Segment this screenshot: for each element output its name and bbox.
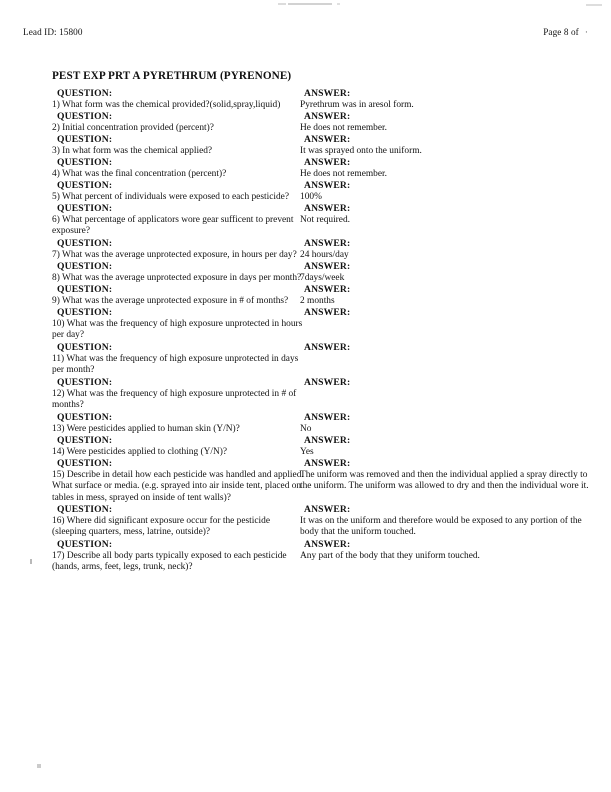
answer-header: ANSWER:: [304, 377, 351, 388]
qa-row: [0, 377, 611, 412]
page-number-trailing-mark: ·: [584, 27, 588, 37]
answer-column: [299, 435, 589, 458]
question-text: 12) What was the frequency of high exposure unprotected in # of months?: [52, 388, 297, 411]
answer-text: It was on the uniform and therefore would be exposed to any portion of the body that the uniform touched.: [300, 515, 582, 538]
page-number-label: [543, 27, 588, 37]
question-text: 15) Describe in detail how each pesticide was handled and applied. What surface or media. (e.g. sprayed into air inside tent, placed on tables in mess, sprayed on inside of tent walls)?: [52, 469, 304, 503]
question-text: 14) Were pesticides applied to clothing (Y/N)?: [52, 446, 228, 457]
qa-row: [0, 134, 611, 157]
qa-row: [0, 504, 611, 539]
question-text: 9) What was the average unprotected exposure in # of months?: [52, 295, 289, 306]
question-text: 13) Were pesticides applied to human skin (Y/N)?: [52, 423, 240, 434]
question-column: [52, 412, 304, 435]
question-column: [52, 180, 304, 203]
question-header: QUESTION:: [57, 157, 113, 168]
qa-row: [0, 203, 611, 238]
answer-text: He does not remember.: [300, 168, 387, 179]
answer-column: [299, 342, 589, 354]
question-text: 10) What was the frequency of high exposure unprotected in hours per day?: [52, 318, 303, 341]
question-text: 17) Describe all body parts typically exposed to each pesticide (hands, arms, feet, legs, trunk, neck)?: [52, 550, 287, 573]
qa-row: [0, 88, 611, 111]
question-header: QUESTION:: [57, 238, 113, 249]
question-header: QUESTION:: [57, 111, 113, 122]
qa-row: [0, 284, 611, 307]
question-text: 1) What form was the chemical provided?(solid,spray,liquid): [52, 99, 281, 110]
answer-column: [299, 412, 589, 435]
answer-header: ANSWER:: [304, 88, 351, 99]
page-header: [0, 27, 611, 43]
question-text: 8) What was the average unprotected exposure in days per month?: [52, 272, 302, 283]
question-header: QUESTION:: [57, 88, 113, 99]
answer-text: No: [300, 423, 312, 434]
question-column: [52, 307, 304, 342]
answer-header: ANSWER:: [304, 504, 351, 515]
answer-text: 24 hours/day: [300, 249, 349, 260]
question-text: 16) Where did significant exposure occur for the pesticide (sleeping quarters, mess, latrine, outside)?: [52, 515, 270, 538]
answer-column: [299, 261, 589, 284]
question-header: QUESTION:: [57, 342, 113, 353]
answer-header: ANSWER:: [304, 180, 351, 191]
answer-column: [299, 504, 589, 539]
question-text: 7) What was the average unprotected exposure, in hours per day?: [52, 249, 297, 260]
qa-row: [0, 307, 611, 342]
answer-text: The uniform was removed and then the individual applied a spray directly to the uniform. The uniform was allowed to dry and then the individual wore it.: [300, 469, 589, 492]
page-title: PEST EXP PRT A PYRETHRUM (PYRENONE): [52, 70, 292, 82]
question-header: QUESTION:: [57, 504, 113, 515]
qa-row: [0, 261, 611, 284]
question-header: QUESTION:: [57, 435, 113, 446]
scan-artifact-top-right: [586, 4, 602, 6]
qa-row: [0, 539, 611, 574]
answer-text: Pyrethrum was in aresol form.: [300, 99, 414, 110]
question-column: [52, 435, 304, 458]
question-header: QUESTION:: [57, 203, 113, 214]
qa-row: [0, 111, 611, 134]
question-header: QUESTION:: [57, 412, 113, 423]
question-column: [52, 203, 304, 238]
qa-list: [0, 88, 611, 574]
answer-column: [299, 238, 589, 261]
question-column: [52, 238, 304, 261]
qa-row: [0, 458, 611, 504]
answer-column: [299, 88, 589, 111]
question-header: QUESTION:: [57, 307, 113, 318]
answer-text: 100%: [300, 191, 322, 202]
question-column: [52, 261, 304, 284]
answer-header: ANSWER:: [304, 261, 351, 272]
question-column: [52, 458, 304, 504]
qa-row: [0, 435, 611, 458]
answer-header: ANSWER:: [304, 157, 351, 168]
answer-header: ANSWER:: [304, 284, 351, 295]
question-text: 5) What percent of individuals were exposed to each pesticide?: [52, 191, 289, 202]
page-number-text: Page 8 of: [543, 27, 579, 37]
answer-column: [299, 203, 589, 226]
answer-column: [299, 134, 589, 157]
scan-artifact-top-bar: [288, 3, 332, 5]
question-column: [52, 377, 304, 412]
answer-text: Not required.: [300, 214, 350, 225]
scan-artifact-left-lower: [37, 764, 41, 768]
qa-row: [0, 342, 611, 377]
answer-header: ANSWER:: [304, 539, 351, 550]
answer-text: 7days/week: [300, 272, 345, 283]
answer-header: ANSWER:: [304, 435, 351, 446]
qa-row: [0, 180, 611, 203]
answer-column: [299, 539, 589, 562]
question-text: 11) What was the frequency of high exposure unprotected in days per month?: [52, 353, 299, 376]
answer-header: ANSWER:: [304, 203, 351, 214]
question-header: QUESTION:: [57, 180, 113, 191]
question-header: QUESTION:: [57, 377, 113, 388]
question-header: QUESTION:: [57, 539, 113, 550]
answer-column: [299, 307, 589, 319]
question-column: [52, 134, 304, 157]
question-header: QUESTION:: [57, 134, 113, 145]
question-text: 6) What percentage of applicators wore gear sufficent to prevent exposure?: [52, 214, 294, 237]
answer-text: 2 months: [300, 295, 335, 306]
answer-column: [299, 111, 589, 134]
scan-artifact-top-tick: [337, 3, 340, 5]
answer-header: ANSWER:: [304, 134, 351, 145]
answer-column: [299, 458, 589, 493]
answer-column: [299, 157, 589, 180]
question-header: QUESTION:: [57, 458, 113, 469]
answer-text: It was sprayed onto the uniform.: [300, 145, 422, 156]
answer-column: [299, 377, 589, 389]
answer-text: He does not remember.: [300, 122, 387, 133]
question-header: QUESTION:: [57, 261, 113, 272]
question-header: QUESTION:: [57, 284, 113, 295]
answer-column: [299, 284, 589, 307]
question-text: 4) What was the final concentration (percent)?: [52, 168, 227, 179]
answer-column: [299, 180, 589, 203]
qa-row: [0, 238, 611, 261]
question-column: [52, 88, 304, 111]
answer-text: Yes: [300, 446, 314, 457]
answer-header: ANSWER:: [304, 307, 351, 318]
answer-header: ANSWER:: [304, 238, 351, 249]
answer-header: ANSWER:: [304, 111, 351, 122]
question-text: 2) Initial concentration provided (percent)?: [52, 122, 214, 133]
question-text: 3) In what form was the chemical applied?: [52, 145, 213, 156]
lead-id-label: Lead ID: 15800: [23, 27, 83, 37]
answer-header: ANSWER:: [304, 458, 351, 469]
answer-header: ANSWER:: [304, 412, 351, 423]
question-column: [52, 284, 304, 307]
answer-header: ANSWER:: [304, 342, 351, 353]
question-column: [52, 157, 304, 180]
qa-row: [0, 157, 611, 180]
question-column: [52, 342, 304, 377]
answer-text: Any part of the body that they uniform touched.: [300, 550, 480, 561]
qa-row: [0, 412, 611, 435]
question-column: [52, 539, 304, 574]
question-column: [52, 504, 304, 539]
scan-artifact-top-dots: [278, 3, 286, 5]
question-column: [52, 111, 304, 134]
